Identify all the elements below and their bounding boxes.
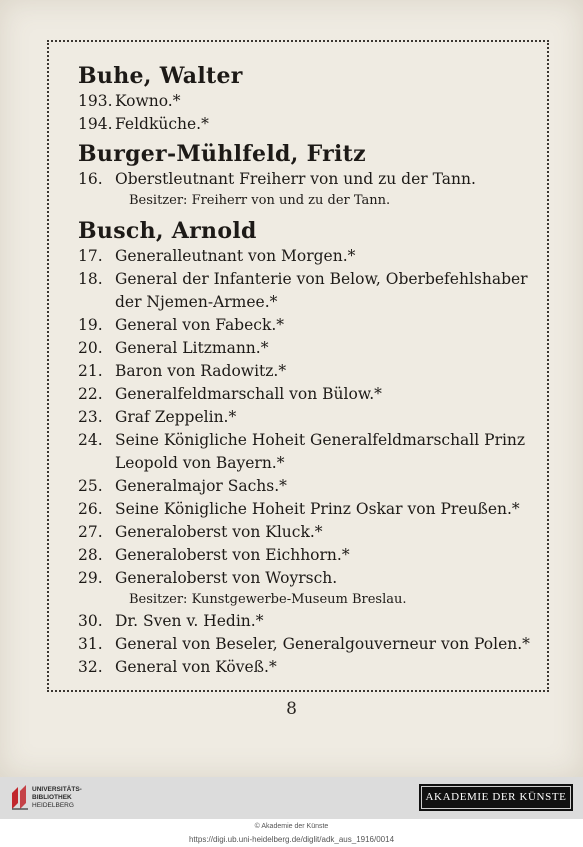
entry-number: 20. bbox=[78, 339, 103, 357]
entry-title: Generaloberst von Kluck.* bbox=[115, 523, 323, 541]
catalog-entry bbox=[78, 567, 538, 590]
entry-number: 29. bbox=[78, 569, 103, 587]
entry-number: 25. bbox=[78, 477, 103, 495]
catalog-entry bbox=[78, 245, 538, 268]
entry-owner: Besitzer: Freiherr von und zu der Tann. bbox=[129, 193, 391, 208]
entry-title-line-1: General der Infanterie von Below, Oberbefehlshaber bbox=[115, 270, 528, 288]
entry-title: Generaloberst von Eichhorn.* bbox=[115, 546, 350, 564]
copyright-notice: © Akademie der Künste bbox=[254, 823, 329, 830]
entry-number: 19. bbox=[78, 316, 103, 334]
entry-title: Generalleutnant von Morgen.* bbox=[115, 247, 356, 265]
catalog-entry bbox=[78, 314, 538, 337]
entry-number: 17. bbox=[78, 247, 103, 265]
entry-number: 21. bbox=[78, 362, 103, 380]
library-name-line-1: UNIVERSITÄTS- bbox=[32, 786, 82, 793]
entry-number: 31. bbox=[78, 635, 103, 653]
entry-owner: Besitzer: Kunstgewerbe-Museum Breslau. bbox=[129, 592, 407, 607]
entry-number: 32. bbox=[78, 658, 103, 676]
entry-title: Oberstleutnant Freiherr von und zu der Tann. bbox=[115, 170, 476, 188]
catalog-entry bbox=[78, 360, 538, 383]
entry-number: 28. bbox=[78, 546, 103, 564]
catalog-entry bbox=[78, 610, 538, 633]
entry-title: Baron von Radowitz.* bbox=[115, 362, 287, 380]
catalog-entry bbox=[78, 429, 538, 475]
entry-number: 27. bbox=[78, 523, 103, 541]
catalog-entry bbox=[78, 383, 538, 406]
entry-title: Dr. Sven v. Hedin.* bbox=[115, 612, 264, 630]
entry-number: 23. bbox=[78, 408, 103, 426]
entry-title-line-2: Leopold von Bayern.* bbox=[115, 454, 285, 472]
entry-title: Generalmajor Sachs.* bbox=[115, 477, 287, 495]
catalog-section bbox=[78, 217, 538, 679]
entry-title: General von Köveß.* bbox=[115, 658, 277, 676]
author-heading: Buhe, Walter bbox=[78, 63, 243, 89]
catalog-entry bbox=[78, 544, 538, 567]
catalog-entry bbox=[78, 113, 538, 136]
entry-title: Kowno.* bbox=[115, 92, 181, 110]
entry-number: 194. bbox=[78, 115, 113, 133]
catalog-entry bbox=[78, 475, 538, 498]
catalog-section bbox=[78, 62, 538, 136]
catalog-entry bbox=[78, 268, 538, 314]
author-heading: Burger-Mühlfeld, Fritz bbox=[78, 141, 366, 167]
entry-number: 193. bbox=[78, 92, 113, 110]
library-name-line-2: BIBLIOTHEK bbox=[32, 794, 72, 801]
page-number: 8 bbox=[286, 699, 297, 719]
entry-number: 22. bbox=[78, 385, 103, 403]
catalog-entry bbox=[78, 168, 538, 191]
entry-title-line-1: Seine Königliche Hoheit Generalfeldmarschall Prinz bbox=[115, 431, 526, 449]
library-name-line-3: HEIDELBERG bbox=[32, 802, 74, 809]
catalog-entry bbox=[78, 337, 538, 360]
entry-title: General von Beseler, Generalgouverneur von Polen.* bbox=[115, 635, 530, 653]
author-heading: Busch, Arnold bbox=[78, 218, 257, 244]
catalog-entry bbox=[78, 406, 538, 429]
akademie-logo-text: AKADEMIE DER KÜNSTE bbox=[421, 786, 571, 809]
library-name[interactable] bbox=[32, 786, 82, 810]
entry-number: 26. bbox=[78, 500, 103, 518]
entry-title-line-2: der Njemen-Armee.* bbox=[115, 293, 278, 311]
catalog-entry bbox=[78, 90, 538, 113]
entry-title: Feldküche.* bbox=[115, 115, 209, 133]
entry-title: General von Fabeck.* bbox=[115, 316, 285, 334]
entry-number: 30. bbox=[78, 612, 103, 630]
catalog-entry bbox=[78, 656, 538, 679]
entry-title: Graf Zeppelin.* bbox=[115, 408, 237, 426]
entry-number: 18. bbox=[78, 270, 103, 288]
catalog-entry bbox=[78, 633, 538, 656]
catalog-section bbox=[78, 140, 538, 211]
entry-number: 24. bbox=[78, 431, 103, 449]
permalink-url[interactable]: https://digi.ub.uni-heidelberg.de/diglit/adk_aus_1916/0014 bbox=[188, 835, 395, 844]
entry-title: Seine Königliche Hoheit Prinz Oskar von Preußen.* bbox=[115, 500, 520, 518]
akademie-logo-badge[interactable] bbox=[419, 784, 573, 811]
catalog-entry bbox=[78, 521, 538, 544]
entry-title: General Litzmann.* bbox=[115, 339, 269, 357]
catalog-content bbox=[78, 62, 538, 679]
entry-number: 16. bbox=[78, 170, 103, 188]
entry-title: Generalfeldmarschall von Bülow.* bbox=[115, 385, 382, 403]
catalog-entry bbox=[78, 498, 538, 521]
entry-title: Generaloberst von Woyrsch. bbox=[115, 569, 338, 587]
